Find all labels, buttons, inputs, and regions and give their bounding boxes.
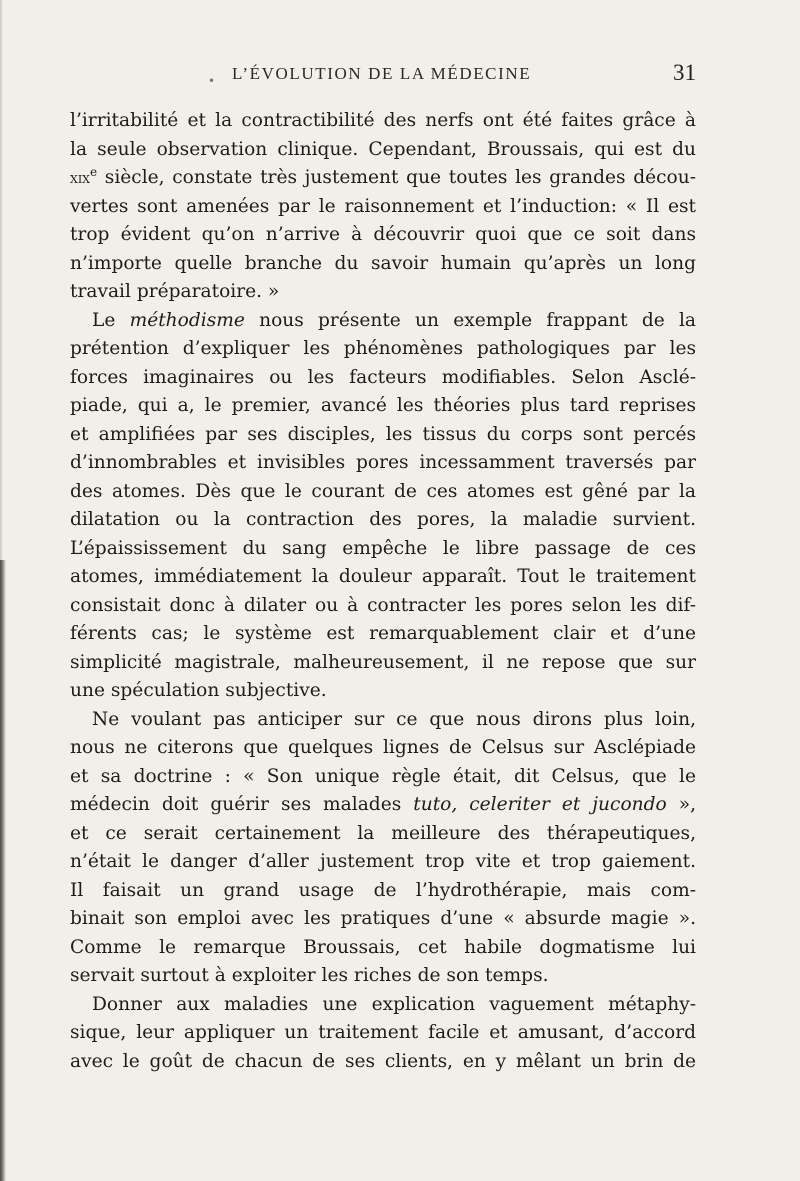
text-line: avec le goût de chacun de ses clients, en y mêlant un brin de	[70, 1050, 696, 1072]
paragraph-end-line: travail préparatoire. »	[70, 281, 280, 302]
text-line: l’irritabilité et la contractibilité des nerfs ont été faites grâce à	[70, 110, 696, 131]
text-line: piade, qui a, le premier, avancé les théories plus tard reprises	[70, 395, 696, 416]
page-number: 31	[673, 60, 696, 85]
text-line: vertes sont amenées par le raisonnement et l’induction: « Il est	[70, 195, 696, 217]
binding-edge	[0, 560, 6, 1181]
text-line: la seule observation clinique. Cependant, Broussais, qui est du	[70, 138, 696, 160]
paragraph-start-line	[70, 307, 696, 336]
century-superscript: e	[90, 164, 98, 179]
italic-term: méthodisme	[129, 309, 245, 331]
text-line: trop évident qu’on n’arrive à découvrir quoi que ce soit dans	[70, 224, 696, 245]
header-dot: •	[208, 74, 216, 88]
line-text: médecin doit guérir ses malades	[70, 794, 414, 815]
paragraph-end-line: servait surtout à exploiter les riches de son temps.	[70, 965, 549, 986]
running-head	[70, 60, 696, 90]
text-line	[70, 791, 696, 820]
text-line: binait son emploi avec les pratiques d’une « absurde magie ».	[70, 908, 696, 929]
text-line: des atomes. Dès que le courant de ces atomes est gêné par la	[70, 480, 696, 502]
text-line: Comme le remarque Broussais, cet habile dogmatisme lui	[70, 936, 696, 958]
line-text: siècle, constate très justement que toutes les grandes décou-	[97, 167, 696, 188]
text-line: simplicité magistrale, malheureusement, il ne repose que sur	[70, 651, 696, 673]
text-line: férents cas; le système est remarquablement clair et d’une	[70, 623, 696, 644]
line-text: »,	[666, 794, 696, 815]
text-line: forces imaginaires ou les facteurs modifiables. Selon Asclé-	[70, 366, 696, 388]
paragraph-start-line: Ne voulant pas anticiper sur ce que nous dirons plus loin,	[92, 708, 696, 730]
paragraph-end-line: une spéculation subjective.	[70, 680, 327, 701]
line-text: Le	[92, 309, 130, 331]
text-line: d’innombrables et invisibles pores incessamment traversés par	[70, 452, 696, 473]
body-text	[70, 107, 696, 1076]
text-line: et amplifiées par ses disciples, les tissus du corps sont percés	[70, 423, 696, 445]
text-line: dilatation ou la contraction des pores, la maladie survient.	[70, 509, 696, 530]
text-line: L’épaississement du sang empêche le libre passage de ces	[70, 537, 696, 559]
chapter-title: L’ÉVOLUTION DE LA MÉDECINE	[232, 64, 532, 83]
text-line: consistait donc à dilater ou à contracter les pores selon les dif-	[70, 594, 696, 616]
text-line: nous ne citerons que quelques lignes de Celsus sur Asclépiade	[70, 737, 696, 758]
text-line: n’importe quelle branche du savoir humain qu’après un long	[70, 252, 696, 274]
text-line: prétention d’expliquer les phénomènes pathologiques par les	[70, 338, 696, 359]
century-numeral: xix	[70, 168, 91, 187]
text-line: et ce serait certainement la meilleure des thérapeutiques,	[70, 822, 696, 844]
text-line: atomes, immédiatement la douleur apparaît. Tout le traitement	[70, 566, 696, 587]
latin-quote: tuto, celeriter et jucondo	[413, 794, 667, 815]
text-line: n’était le danger d’aller justement trop vite et trop gaiement.	[70, 851, 696, 872]
text-line: et sa doctrine : « Son unique règle était, dit Celsus, que le	[70, 765, 696, 787]
text-line: Il faisait un grand usage de l’hydrothérapie, mais com-	[70, 879, 696, 901]
text-line	[70, 164, 696, 193]
paragraph-start-line: Donner aux maladies une explication vaguement métaphy-	[92, 993, 696, 1015]
line-text: nous présente un exemple frappant de la	[244, 309, 696, 331]
text-line: sique, leur appliquer un traitement facile et amusant, d’accord	[70, 1022, 696, 1043]
page-edge-shadow	[0, 0, 3, 560]
